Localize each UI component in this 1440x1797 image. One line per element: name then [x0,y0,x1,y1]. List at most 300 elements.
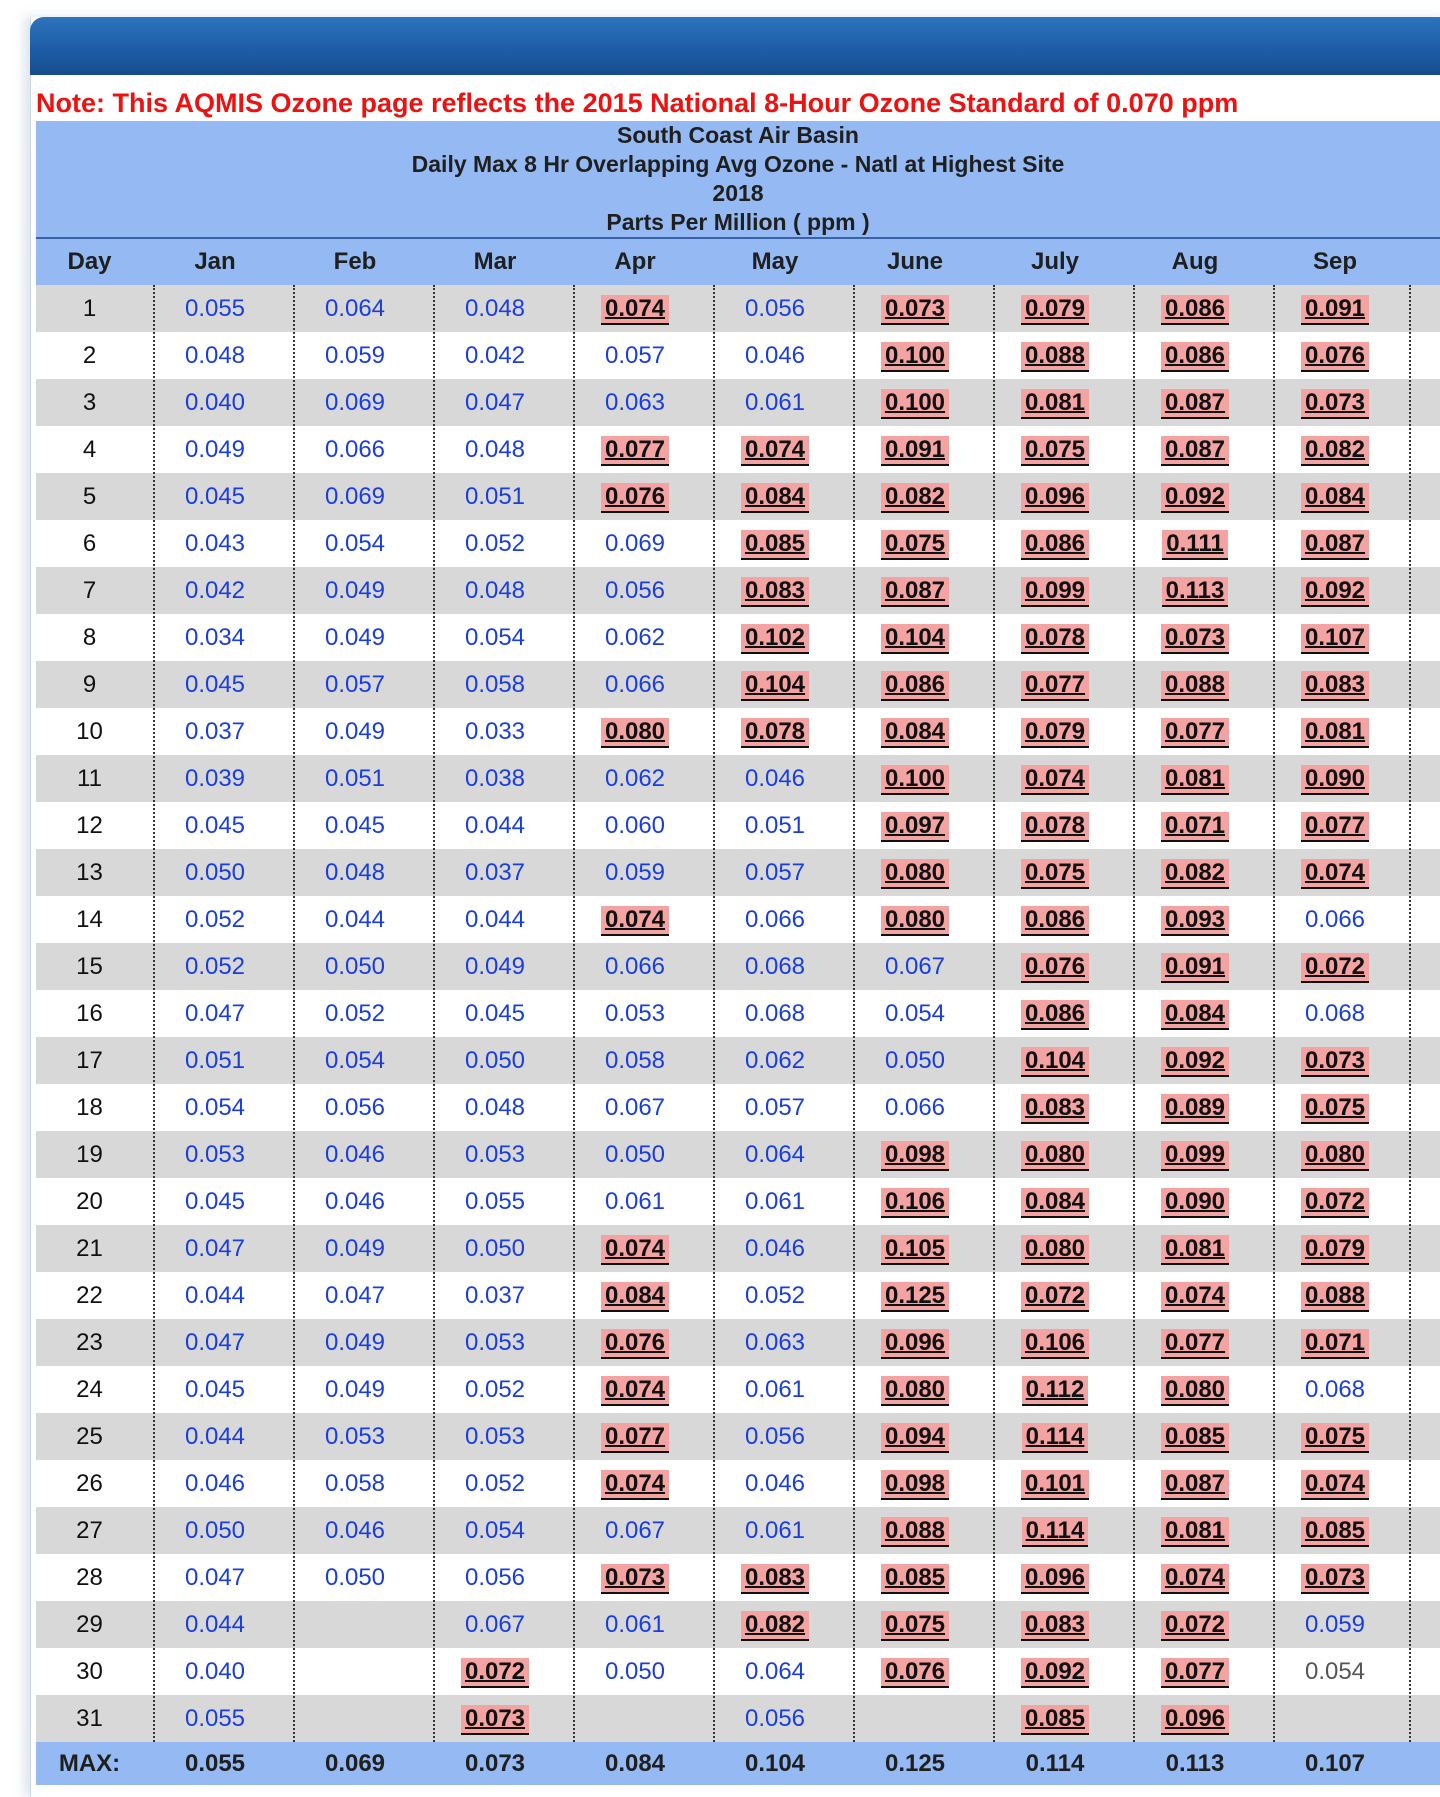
ozone-value-cell[interactable]: 0.067 [884,953,946,980]
exceedance-value[interactable]: 0.088 [881,1517,949,1547]
exceedance-value[interactable]: 0.086 [1021,530,1089,560]
ozone-value-cell[interactable] [985,332,1125,379]
exceedance-value[interactable]: 0.106 [1021,1329,1089,1359]
ozone-value-cell[interactable] [985,379,1125,426]
ozone-value-cell[interactable]: 0.053 [324,1423,386,1450]
exceedance-value[interactable]: 0.092 [1301,577,1369,607]
exceedance-value[interactable]: 0.084 [881,718,949,748]
ozone-value-cell[interactable] [985,1601,1125,1648]
ozone-value-cell[interactable]: 0.058 [604,1047,666,1074]
ozone-value-cell[interactable]: 0.066 [604,953,666,980]
exceedance-value[interactable]: 0.096 [1161,1705,1229,1735]
ozone-value-cell[interactable] [1265,661,1405,708]
ozone-value-cell[interactable] [1125,849,1265,896]
ozone-value-cell[interactable]: 0.049 [184,436,246,463]
ozone-value-cell[interactable] [565,1225,705,1272]
ozone-value-cell[interactable]: 0.049 [324,1329,386,1356]
ozone-value-cell[interactable] [1265,1272,1405,1319]
ozone-value-cell[interactable]: 0.062 [604,765,666,792]
header-may[interactable]: May [751,248,799,275]
ozone-value-cell[interactable]: 0.047 [184,1329,246,1356]
ozone-value-cell[interactable] [1265,755,1405,802]
ozone-value-cell[interactable] [1125,379,1265,426]
ozone-value-cell[interactable] [985,1413,1125,1460]
ozone-value-cell[interactable] [705,426,845,473]
exceedance-value[interactable]: 0.104 [881,624,949,654]
ozone-value-cell[interactable]: 0.043 [184,530,246,557]
ozone-value-cell[interactable] [845,1366,985,1413]
ozone-value-cell[interactable] [1265,567,1405,614]
ozone-value-cell[interactable]: 0.062 [744,1047,806,1074]
ozone-value-cell[interactable]: 0.046 [324,1188,386,1215]
exceedance-value[interactable]: 0.088 [1021,342,1089,372]
ozone-value-cell[interactable]: 0.042 [184,577,246,604]
ozone-value-cell[interactable]: 0.069 [324,483,386,510]
exceedance-value[interactable]: 0.086 [1161,295,1229,325]
ozone-value-cell[interactable]: 0.040 [184,389,246,416]
exceedance-value[interactable]: 0.081 [1301,718,1369,748]
exceedance-value[interactable]: 0.084 [1161,1000,1229,1030]
ozone-value-cell[interactable] [1125,943,1265,990]
ozone-value-cell[interactable] [1265,802,1405,849]
ozone-value-cell[interactable]: 0.054 [464,624,526,651]
ozone-value-cell[interactable]: 0.049 [324,577,386,604]
ozone-value-cell[interactable]: 0.061 [744,1188,806,1215]
exceedance-value[interactable]: 0.075 [881,1611,949,1641]
ozone-value-cell[interactable] [1265,1460,1405,1507]
exceedance-value[interactable]: 0.078 [1021,624,1089,654]
ozone-value-cell[interactable]: 0.039 [184,765,246,792]
ozone-value-cell[interactable] [1125,1319,1265,1366]
exceedance-value[interactable]: 0.091 [1161,953,1229,983]
exceedance-value[interactable]: 0.075 [881,530,949,560]
ozone-value-cell[interactable]: 0.061 [744,1376,806,1403]
ozone-value-cell[interactable] [1125,614,1265,661]
exceedance-value[interactable]: 0.084 [1021,1188,1089,1218]
ozone-value-cell[interactable] [845,1507,985,1554]
exceedance-value[interactable]: 0.097 [881,812,949,842]
exceedance-value[interactable]: 0.099 [1161,1141,1229,1171]
ozone-value-cell[interactable] [705,1601,845,1648]
ozone-value-cell[interactable]: 0.051 [464,483,526,510]
ozone-value-cell[interactable] [845,379,985,426]
ozone-value-cell[interactable]: 0.056 [604,577,666,604]
ozone-value-cell[interactable]: 0.049 [324,1376,386,1403]
exceedance-value[interactable]: 0.079 [1301,1235,1369,1265]
header-sep[interactable]: Sep [1312,248,1357,275]
ozone-value-cell[interactable] [845,426,985,473]
ozone-value-cell[interactable] [1125,1413,1265,1460]
ozone-value-cell[interactable]: 0.053 [464,1423,526,1450]
ozone-value-cell[interactable]: 0.053 [604,1000,666,1027]
exceedance-value[interactable]: 0.087 [1161,436,1229,466]
exceedance-value[interactable]: 0.074 [601,1376,669,1406]
ozone-value-cell[interactable] [985,755,1125,802]
ozone-value-cell[interactable]: 0.052 [464,530,526,557]
exceedance-value[interactable]: 0.081 [1021,389,1089,419]
ozone-value-cell[interactable] [1125,896,1265,943]
ozone-value-cell[interactable]: 0.045 [184,671,246,698]
ozone-value-cell[interactable]: 0.067 [604,1094,666,1121]
exceedance-value[interactable]: 0.072 [1021,1282,1089,1312]
ozone-value-cell[interactable] [1125,661,1265,708]
ozone-value-cell[interactable] [845,802,985,849]
exceedance-value[interactable]: 0.073 [461,1705,529,1735]
ozone-value-cell[interactable]: 0.052 [184,953,246,980]
exceedance-value[interactable]: 0.074 [601,295,669,325]
ozone-value-cell[interactable] [985,708,1125,755]
exceedance-value[interactable]: 0.073 [601,1564,669,1594]
ozone-value-cell[interactable]: 0.044 [464,812,526,839]
ozone-value-cell[interactable]: 0.052 [184,906,246,933]
ozone-value-cell[interactable]: 0.060 [604,812,666,839]
exceedance-value[interactable]: 0.078 [1021,812,1089,842]
exceedance-value[interactable]: 0.072 [461,1658,529,1688]
ozone-value-cell[interactable] [845,1131,985,1178]
ozone-value-cell[interactable] [985,1319,1125,1366]
ozone-value-cell[interactable] [845,1601,985,1648]
header-aug[interactable]: Aug [1171,248,1219,275]
ozone-value-cell[interactable]: 0.054 [464,1517,526,1544]
exceedance-value[interactable]: 0.096 [1021,1564,1089,1594]
exceedance-value[interactable]: 0.072 [1161,1611,1229,1641]
exceedance-value[interactable]: 0.079 [1021,718,1089,748]
ozone-value-cell[interactable]: 0.051 [324,765,386,792]
header-june[interactable]: June [886,248,943,275]
ozone-value-cell[interactable]: 0.050 [184,859,246,886]
ozone-value-cell[interactable]: 0.053 [184,1141,246,1168]
ozone-value-cell[interactable] [985,1037,1125,1084]
exceedance-value[interactable]: 0.082 [1301,436,1369,466]
ozone-value-cell[interactable]: 0.051 [184,1047,246,1074]
ozone-value-cell[interactable]: 0.050 [884,1047,946,1074]
ozone-value-cell[interactable]: 0.066 [604,671,666,698]
ozone-value-cell[interactable]: 0.050 [324,953,386,980]
ozone-value-cell[interactable] [845,708,985,755]
ozone-value-cell[interactable] [985,896,1125,943]
ozone-value-cell[interactable] [565,1366,705,1413]
ozone-value-cell[interactable]: 0.037 [184,718,246,745]
ozone-value-cell[interactable]: 0.059 [604,859,666,886]
exceedance-value[interactable]: 0.106 [881,1188,949,1218]
ozone-value-cell[interactable] [565,473,705,520]
ozone-value-cell[interactable]: 0.068 [1304,1000,1366,1027]
ozone-value-cell[interactable] [985,1648,1125,1695]
ozone-value-cell[interactable] [845,1178,985,1225]
ozone-value-cell[interactable]: 0.048 [464,577,526,604]
ozone-value-cell[interactable]: 0.052 [744,1282,806,1309]
ozone-value-cell[interactable] [1125,285,1265,332]
ozone-value-cell[interactable] [845,661,985,708]
ozone-value-cell[interactable] [985,943,1125,990]
ozone-value-cell[interactable]: 0.045 [184,812,246,839]
exceedance-value[interactable]: 0.076 [1021,953,1089,983]
ozone-value-cell[interactable]: 0.034 [184,624,246,651]
exceedance-value[interactable]: 0.083 [1021,1094,1089,1124]
exceedance-value[interactable]: 0.074 [1161,1564,1229,1594]
ozone-value-cell[interactable] [1125,1648,1265,1695]
ozone-value-cell[interactable]: 0.059 [324,342,386,369]
exceedance-value[interactable]: 0.083 [1021,1611,1089,1641]
ozone-value-cell[interactable] [565,285,705,332]
ozone-value-cell[interactable]: 0.057 [744,859,806,886]
ozone-value-cell[interactable]: 0.068 [744,1000,806,1027]
exceedance-value[interactable]: 0.074 [741,436,809,466]
ozone-value-cell[interactable] [425,1695,565,1742]
ozone-value-cell[interactable]: 0.045 [184,483,246,510]
ozone-value-cell[interactable]: 0.050 [464,1047,526,1074]
ozone-value-cell[interactable] [705,1554,845,1601]
ozone-value-cell[interactable] [985,285,1125,332]
exceedance-value[interactable]: 0.112 [1022,1376,1089,1406]
ozone-value-cell[interactable]: 0.067 [604,1517,666,1544]
exceedance-value[interactable]: 0.084 [741,483,809,513]
exceedance-value[interactable]: 0.074 [1021,765,1089,795]
ozone-value-cell[interactable]: 0.056 [464,1564,526,1591]
ozone-value-cell[interactable]: 0.061 [604,1611,666,1638]
ozone-value-cell[interactable]: 0.046 [744,342,806,369]
ozone-value-cell[interactable]: 0.044 [184,1611,246,1638]
exceedance-value[interactable]: 0.077 [601,436,669,466]
ozone-value-cell[interactable]: 0.050 [604,1658,666,1685]
ozone-value-cell[interactable] [1265,943,1405,990]
ozone-value-cell[interactable]: 0.044 [324,906,386,933]
ozone-value-cell[interactable] [985,1695,1125,1742]
exceedance-value[interactable]: 0.091 [1301,295,1369,325]
exceedance-value[interactable]: 0.079 [1021,295,1089,325]
exceedance-value[interactable]: 0.071 [1161,812,1229,842]
ozone-value-cell[interactable]: 0.062 [604,624,666,651]
ozone-value-cell[interactable] [845,1648,985,1695]
ozone-value-cell[interactable] [705,567,845,614]
header-july[interactable]: July [1030,248,1080,275]
exceedance-value[interactable]: 0.125 [881,1282,949,1312]
ozone-value-cell[interactable]: 0.052 [324,1000,386,1027]
ozone-value-cell[interactable] [1125,426,1265,473]
exceedance-value[interactable]: 0.080 [1021,1235,1089,1265]
ozone-value-cell[interactable] [985,802,1125,849]
exceedance-value[interactable]: 0.073 [1301,1047,1369,1077]
exceedance-value[interactable]: 0.073 [881,295,949,325]
ozone-value-cell[interactable] [1125,990,1265,1037]
ozone-value-cell[interactable] [565,1460,705,1507]
ozone-value-cell[interactable] [845,1272,985,1319]
ozone-value-cell[interactable] [985,614,1125,661]
ozone-value-cell[interactable]: 0.057 [604,342,666,369]
exceedance-value[interactable]: 0.080 [881,859,949,889]
ozone-value-cell[interactable] [845,1225,985,1272]
exceedance-value[interactable]: 0.083 [741,1564,809,1594]
ozone-value-cell[interactable] [985,520,1125,567]
exceedance-value[interactable]: 0.099 [1021,577,1089,607]
ozone-value-cell[interactable]: 0.048 [184,342,246,369]
exceedance-value[interactable]: 0.077 [1161,1658,1229,1688]
exceedance-value[interactable]: 0.077 [1161,718,1229,748]
ozone-value-cell[interactable]: 0.045 [184,1376,246,1403]
exceedance-value[interactable]: 0.098 [881,1141,949,1171]
ozone-value-cell[interactable] [1265,332,1405,379]
ozone-value-cell[interactable] [985,1460,1125,1507]
ozone-value-cell[interactable]: 0.053 [464,1329,526,1356]
exceedance-value[interactable]: 0.080 [1301,1141,1369,1171]
ozone-value-cell[interactable] [565,708,705,755]
ozone-value-cell[interactable]: 0.061 [604,1188,666,1215]
ozone-value-cell[interactable]: 0.068 [1304,1376,1366,1403]
exceedance-value[interactable]: 0.102 [741,624,809,654]
exceedance-value[interactable]: 0.096 [881,1329,949,1359]
exceedance-value[interactable]: 0.101 [1021,1470,1089,1500]
exceedance-value[interactable]: 0.086 [1021,1000,1089,1030]
exceedance-value[interactable]: 0.076 [881,1658,949,1688]
ozone-value-cell[interactable]: 0.047 [184,1000,246,1027]
exceedance-value[interactable]: 0.114 [1022,1517,1089,1547]
ozone-value-cell[interactable]: 0.066 [1304,906,1366,933]
ozone-value-cell[interactable]: 0.064 [324,295,386,322]
exceedance-value[interactable]: 0.087 [1161,389,1229,419]
exceedance-value[interactable]: 0.075 [1301,1094,1369,1124]
exceedance-value[interactable]: 0.082 [741,1611,809,1641]
ozone-value-cell[interactable] [705,614,845,661]
header-mar[interactable]: Mar [473,248,517,275]
ozone-value-cell[interactable] [705,520,845,567]
exceedance-value[interactable]: 0.093 [1161,906,1229,936]
ozone-value-cell[interactable] [565,1554,705,1601]
exceedance-value[interactable]: 0.104 [1021,1047,1089,1077]
ozone-value-cell[interactable]: 0.033 [464,718,526,745]
ozone-value-cell[interactable] [425,1648,565,1695]
header-apr[interactable]: Apr [614,248,656,275]
exceedance-value[interactable]: 0.087 [881,577,949,607]
ozone-value-cell[interactable]: 0.044 [464,906,526,933]
ozone-value-cell[interactable]: 0.061 [744,1517,806,1544]
ozone-value-cell[interactable]: 0.047 [324,1282,386,1309]
exceedance-value[interactable]: 0.086 [1021,906,1089,936]
ozone-value-cell[interactable] [985,567,1125,614]
exceedance-value[interactable]: 0.089 [1161,1094,1229,1124]
exceedance-value[interactable]: 0.104 [741,671,809,701]
exceedance-value[interactable]: 0.077 [1021,671,1089,701]
ozone-value-cell[interactable]: 0.064 [744,1658,806,1685]
ozone-value-cell[interactable] [845,520,985,567]
ozone-value-cell[interactable]: 0.045 [184,1188,246,1215]
exceedance-value[interactable]: 0.090 [1161,1188,1229,1218]
ozone-value-cell[interactable]: 0.066 [884,1094,946,1121]
ozone-value-cell[interactable]: 0.059 [1304,1611,1366,1638]
exceedance-value[interactable]: 0.084 [1301,483,1369,513]
ozone-value-cell[interactable] [845,1460,985,1507]
ozone-value-cell[interactable] [845,849,985,896]
ozone-value-cell[interactable] [985,426,1125,473]
ozone-value-cell[interactable]: 0.054 [184,1094,246,1121]
ozone-value-cell[interactable] [845,473,985,520]
ozone-value-cell[interactable]: 0.044 [184,1423,246,1450]
ozone-value-cell[interactable] [565,1413,705,1460]
ozone-value-cell[interactable] [1265,1131,1405,1178]
ozone-value-cell[interactable]: 0.050 [184,1517,246,1544]
ozone-value-cell[interactable]: 0.056 [324,1094,386,1121]
exceedance-value[interactable]: 0.100 [881,389,949,419]
exceedance-value[interactable]: 0.080 [1021,1141,1089,1171]
ozone-value-cell[interactable]: 0.048 [464,1094,526,1121]
ozone-value-cell[interactable]: 0.050 [324,1564,386,1591]
exceedance-value[interactable]: 0.083 [741,577,809,607]
ozone-value-cell[interactable] [985,1131,1125,1178]
ozone-value-cell[interactable]: 0.047 [184,1564,246,1591]
ozone-value-cell[interactable] [985,1507,1125,1554]
ozone-value-cell[interactable] [845,567,985,614]
ozone-value-cell[interactable]: 0.061 [744,389,806,416]
exceedance-value[interactable]: 0.114 [1022,1423,1089,1453]
ozone-value-cell[interactable] [1265,1225,1405,1272]
ozone-value-cell[interactable] [1125,1601,1265,1648]
exceedance-value[interactable]: 0.087 [1161,1470,1229,1500]
exceedance-value[interactable]: 0.090 [1301,765,1369,795]
exceedance-value[interactable]: 0.085 [881,1564,949,1594]
ozone-value-cell[interactable] [845,1319,985,1366]
ozone-value-cell[interactable] [1265,849,1405,896]
ozone-value-cell[interactable]: 0.045 [464,1000,526,1027]
ozone-value-cell[interactable]: 0.049 [324,718,386,745]
ozone-value-cell[interactable]: 0.055 [464,1188,526,1215]
ozone-value-cell[interactable] [845,332,985,379]
exceedance-value[interactable]: 0.105 [881,1235,949,1265]
ozone-value-cell[interactable] [1265,1037,1405,1084]
ozone-value-cell[interactable] [845,1554,985,1601]
exceedance-value[interactable]: 0.081 [1161,765,1229,795]
exceedance-value[interactable]: 0.092 [1021,1658,1089,1688]
ozone-value-cell[interactable]: 0.057 [324,671,386,698]
exceedance-value[interactable]: 0.082 [1161,859,1229,889]
exceedance-value[interactable]: 0.073 [1301,389,1369,419]
ozone-value-cell[interactable] [1125,1178,1265,1225]
ozone-value-cell[interactable]: 0.056 [744,1705,806,1732]
exceedance-value[interactable]: 0.100 [881,765,949,795]
exceedance-value[interactable]: 0.073 [1301,1564,1369,1594]
ozone-value-cell[interactable]: 0.038 [464,765,526,792]
ozone-value-cell[interactable] [1265,285,1405,332]
ozone-value-cell[interactable] [1265,520,1405,567]
ozone-value-cell[interactable] [565,426,705,473]
ozone-value-cell[interactable]: 0.066 [744,906,806,933]
ozone-value-cell[interactable] [985,1225,1125,1272]
ozone-value-cell[interactable] [985,1366,1125,1413]
ozone-value-cell[interactable]: 0.068 [744,953,806,980]
exceedance-value[interactable]: 0.080 [1161,1376,1229,1406]
ozone-value-cell[interactable]: 0.052 [464,1470,526,1497]
exceedance-value[interactable]: 0.074 [1301,859,1369,889]
ozone-value-cell[interactable] [1125,1554,1265,1601]
exceedance-value[interactable]: 0.087 [1301,530,1369,560]
exceedance-value[interactable]: 0.098 [881,1470,949,1500]
exceedance-value[interactable]: 0.072 [1301,953,1369,983]
ozone-value-cell[interactable]: 0.049 [324,624,386,651]
exceedance-value[interactable]: 0.086 [1161,342,1229,372]
ozone-value-cell[interactable] [565,1272,705,1319]
ozone-value-cell[interactable]: 0.037 [464,859,526,886]
ozone-value-cell[interactable] [985,473,1125,520]
ozone-value-cell[interactable]: 0.044 [184,1282,246,1309]
ozone-value-cell[interactable]: 0.049 [324,1235,386,1262]
ozone-value-cell[interactable] [985,1554,1125,1601]
ozone-value-cell[interactable] [1125,1507,1265,1554]
exceedance-value[interactable]: 0.073 [1161,624,1229,654]
ozone-value-cell[interactable]: 0.051 [744,812,806,839]
ozone-value-cell[interactable] [1125,520,1265,567]
ozone-value-cell[interactable] [1125,1225,1265,1272]
ozone-value-cell[interactable]: 0.046 [324,1517,386,1544]
exceedance-value[interactable]: 0.080 [881,1376,949,1406]
ozone-value-cell[interactable] [985,1084,1125,1131]
